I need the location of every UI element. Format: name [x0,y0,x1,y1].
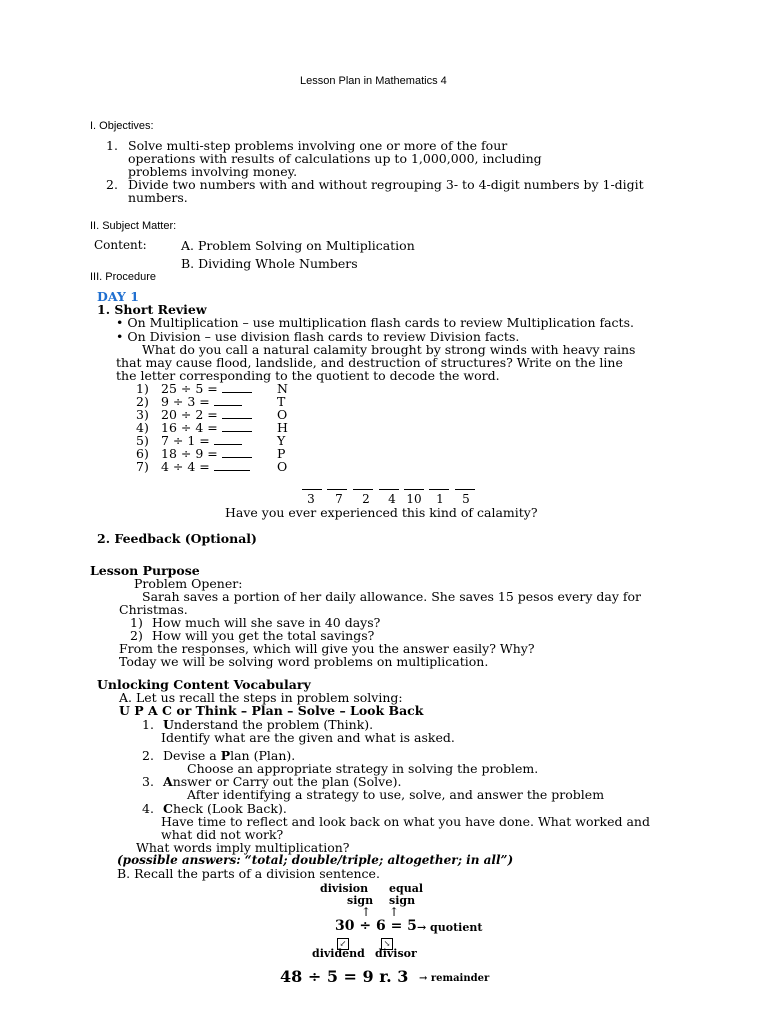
drill-expr: 18 ÷ 9 = [161,447,252,460]
drill-num: 7) [136,459,149,474]
decode-number: 7 [335,492,343,506]
up-arrow-icon: ↑ [389,905,400,919]
procedure-heading: III. Procedure [90,271,157,283]
up-arrow-icon: ↑ [361,905,372,919]
vocabulary-heading: Unlocking Content Vocabulary [97,677,311,692]
drill-expr: 20 ÷ 2 = [161,408,252,421]
drill-num: 2) [136,394,149,409]
divisor-label: divisor [375,947,417,960]
decode-blank [327,489,347,490]
drill-num: 6) [136,446,149,461]
decode-blank [302,489,322,490]
story-line-1: Sarah saves a portion of her daily allowance. She saves 15 pesos every day for [142,589,641,604]
division-sign-label-2: sign [347,894,374,907]
decode-blank [455,489,475,490]
opener-question: How much will she save in 40 days? [152,615,381,630]
decode-number: 10 [406,492,422,506]
drill-letter: O [277,459,288,474]
division-equation: 30 ÷ 6 = 5 [335,918,417,934]
question-line-2: that may cause flood, landslide, and destruction of structures? Write on the line [116,355,623,370]
step-detail: After identifying a strategy to use, solve, and answer the problem [187,787,605,802]
objectives-heading: I. Objectives: [90,120,154,132]
dividend-arrow-icon: ↙ [337,935,349,950]
objective-1-num: 1. [106,138,118,153]
page-title: Lesson Plan in Mathematics 4 [300,75,447,87]
objective-2-line-1: Divide two numbers with and without regrouping 3- to 4-digit numbers by 1-digit [128,177,644,192]
drill-expr: 16 ÷ 4 = [161,421,252,434]
decode-number: 3 [307,492,315,506]
step-num: 3. [142,774,154,789]
remainder-label: → remainder [419,973,490,984]
decode-number: 1 [436,492,444,506]
step-detail: Choose an appropriate strategy in solving the problem. [187,761,539,776]
subject-heading: II. Subject Matter: [90,220,177,232]
remainder-equation: 48 ÷ 5 = 9 r. 3 [280,967,409,986]
question-line-3: the letter corresponding to the quotient to decode the word. [116,368,500,383]
step-num: 2. [142,748,154,763]
dividend-label: dividend [312,947,365,960]
drill-num: 5) [136,433,149,448]
story-line-2: Christmas. [119,602,188,617]
responses-line: From the responses, which will give you the answer easily? Why? [119,641,535,656]
decode-blank [379,489,399,490]
step-num: 4. [142,801,154,816]
decode-number: 5 [462,492,470,506]
recall-division: B. Recall the parts of a division sentence. [117,866,380,881]
problem-opener: Problem Opener: [134,576,243,591]
drill-num: 3) [136,407,149,422]
drill-letter: N [277,381,288,396]
objective-1-line-3: problems involving money. [128,164,298,179]
review-bullet-1: • On Multiplication – use multiplication flash cards to review Multiplication facts. [116,315,634,330]
drill-expr: 25 ÷ 5 = [161,382,252,395]
objective-2-line-2: numbers. [128,190,188,205]
drill-num: 4) [136,420,149,435]
opener-question: How will you get the total savings? [152,628,375,643]
decode-number: 4 [388,492,396,506]
question-line-1: What do you call a natural calamity brought by strong winds with heavy rains [142,342,636,357]
equal-sign-label-2: sign [389,894,416,907]
decode-blank [353,489,373,490]
drill-letter: P [277,446,286,461]
step-detail: what did not work? [161,827,284,842]
opener-question-num: 1) [130,615,143,630]
drill-letter: Y [277,433,286,448]
day-label: DAY 1 [97,289,139,304]
step-detail: Identify what are the given and what is asked. [161,730,455,745]
step-detail: Have time to reflect and look back on what you have done. What worked and [161,814,650,829]
content-label: Content: [94,238,147,252]
today-line: Today we will be solving word problems on multiplication. [119,654,489,669]
experience-question: Have you ever experienced this kind of calamity? [225,505,538,520]
imply-question: What words imply multiplication? [136,840,350,855]
review-bullet-2: • On Division – use division flash cards to review Division facts. [116,329,520,344]
objective-1-line-2: operations with results of calculations up to 1,000,000, including [128,151,542,166]
drill-letter: T [277,394,286,409]
drill-expr: 9 ÷ 3 = [161,395,242,408]
content-a: A. Problem Solving on Multiplication [181,238,415,253]
objective-1-line-1: Solve multi-step problems involving one or more of the four [128,138,508,153]
step-title: Answer or Carry out the plan (Solve). [163,774,402,789]
short-review-heading: 1. Short Review [97,302,207,317]
decode-blank [429,489,449,490]
drill-expr: 4 ÷ 4 = [161,460,250,473]
division-sign-label-1: division [320,882,369,895]
drill-expr: 7 ÷ 1 = [161,434,242,447]
equal-sign-label-1: equal [389,882,423,895]
objective-2-num: 2. [106,177,118,192]
step-title: Check (Look Back). [163,801,287,816]
upac-line: U P A C or Think – Plan – Solve – Look Back [119,703,424,718]
drill-num: 1) [136,381,149,396]
drill-letter: O [277,407,288,422]
decode-number: 2 [362,492,370,506]
quotient-label: → quotient [417,921,483,934]
feedback-heading: 2. Feedback (Optional) [97,531,257,546]
step-num: 1. [142,717,154,732]
step-title: Devise a Plan (Plan). [163,748,296,763]
decode-blank [404,489,424,490]
step-title: Understand the problem (Think). [163,717,374,732]
recall-steps: A. Let us recall the steps in problem solving: [119,690,403,705]
divisor-arrow-icon: ↘ [381,935,393,950]
opener-question-num: 2) [130,628,143,643]
lesson-purpose-heading: Lesson Purpose [90,563,200,578]
drill-letter: H [277,420,288,435]
content-b: B. Dividing Whole Numbers [181,256,358,271]
possible-answers: (possible answers: “total; double/triple; altogether; in all”) [117,853,514,867]
